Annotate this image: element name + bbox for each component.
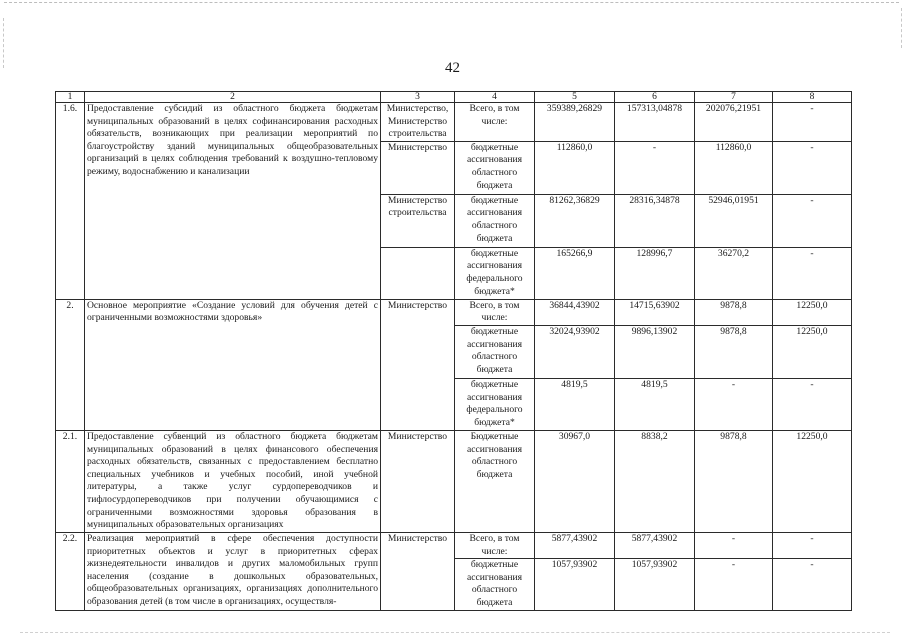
value-cell: 30967,0 [535,430,615,532]
value-cell: 12250,0 [773,325,852,378]
value-cell: - [695,532,773,558]
value-cell: - [773,559,852,610]
page-number: 42 [445,60,460,76]
executor-cell: Министерство строительства [381,194,455,247]
value-cell: 165266,9 [535,247,615,299]
value-cell: 5877,43902 [615,532,695,558]
row-number: 2. [56,299,85,430]
value-cell: 8838,2 [615,430,695,532]
executor-cell: Министерство [381,532,455,610]
value-cell: 9896,13902 [615,325,695,378]
column-header: 1 [56,92,85,103]
executor-cell: Министерство [381,141,455,194]
funding-source-cell: бюджетные ассигнования областного бюджета [455,325,535,378]
executor-cell: Министерство [381,430,455,532]
value-cell: - [773,532,852,558]
scan-edge-right [901,8,902,48]
program-table [55,91,852,611]
column-header: 7 [695,92,773,103]
executor-cell: Министерство [381,299,455,430]
activity-description: Основное мероприятие «Создание условий для обучения детей с ограниченными возможностями здоровья» [85,299,381,430]
value-cell: 5877,43902 [535,532,615,558]
value-cell: 12250,0 [773,430,852,532]
value-cell: 36270,2 [695,247,773,299]
value-cell: 4819,5 [615,378,695,430]
value-cell: - [773,378,852,430]
value-cell: 1057,93902 [535,559,615,610]
value-cell: - [773,247,852,299]
value-cell: 4819,5 [535,378,615,430]
value-cell: 157313,04878 [615,103,695,142]
value-cell: 52946,01951 [695,194,773,247]
value-cell: 9878,8 [695,325,773,378]
activity-description: Предоставление субвенций из областного бюджета бюджетам муниципальных образований в целях финансового обеспечения расходных обязательств, связанных с предоставлением бесплатно специальных учебников и учебных пособий, иной учебной литературы, а также услуг сурдопереводчиков и тифлосурдопереводчиков при получении обучающимися с ограниченными возможностями здоровья образования в муниципальных образовательных организациях [85,430,381,532]
value-cell: - [615,141,695,194]
executor-cell: Министерство, Министерство строительства [381,103,455,142]
table-row [56,532,852,558]
scan-edge-bottom [20,632,890,633]
funding-source-cell: Всего, в том числе: [455,103,535,142]
column-header: 2 [85,92,381,103]
value-cell: 12250,0 [773,299,852,325]
activity-description: Реализация мероприятий в сфере обеспечения доступности приоритетных объектов и услуг в приоритетных сферах жизнедеятельности инвалидов и других маломобильных групп населения (создание в дошкольных образовательных, общеобразовательных организациях, организациях дополнительного образования детей (в том числе в организациях, осуществля- [85,532,381,610]
funding-source-cell: бюджетные ассигнования областного бюджета [455,194,535,247]
funding-source-cell: бюджетные ассигнования областного бюджета [455,141,535,194]
value-cell: - [773,194,852,247]
scan-edge-top [4,2,899,21]
value-cell: - [773,103,852,142]
value-cell: 359389,26829 [535,103,615,142]
column-header: 4 [455,92,535,103]
value-cell: 112860,0 [535,141,615,194]
funding-source-cell: Всего, в том числе: [455,299,535,325]
value-cell: - [695,378,773,430]
value-cell: 9878,8 [695,430,773,532]
value-cell: - [695,559,773,610]
funding-source-cell: бюджетные ассигнования областного бюджета [455,559,535,610]
column-header: 8 [773,92,852,103]
value-cell: 1057,93902 [615,559,695,610]
value-cell: 112860,0 [695,141,773,194]
row-number: 1.6. [56,103,85,300]
funding-source-cell: бюджетные ассигнования федерального бюджета* [455,247,535,299]
value-cell: - [773,141,852,194]
row-number: 2.2. [56,532,85,610]
column-header: 3 [381,92,455,103]
table-row [56,430,852,532]
column-header: 6 [615,92,695,103]
value-cell: 9878,8 [695,299,773,325]
value-cell: 128996,7 [615,247,695,299]
funding-source-cell: бюджетные ассигнования федерального бюджета* [455,378,535,430]
value-cell: 202076,21951 [695,103,773,142]
value-cell: 81262,36829 [535,194,615,247]
funding-source-cell: Всего, в том числе: [455,532,535,558]
table-row [56,299,852,325]
table-row [56,103,852,142]
column-header: 5 [535,92,615,103]
value-cell: 14715,63902 [615,299,695,325]
row-number: 2.1. [56,430,85,532]
activity-description: Предоставление субсидий из областного бюджета бюджетам муниципальных образований в целях софинансирования расходных обязательств, возникающих при реализации мероприятий по благоустройству зданий муниципальных общеобразовательных организаций в целях соблюдения требований к воздушно-тепловому режиму, водоснабжению и канализации [85,103,381,300]
value-cell: 28316,34878 [615,194,695,247]
funding-source-cell: Бюджетные ассигнования областного бюджета [455,430,535,532]
value-cell: 32024,93902 [535,325,615,378]
value-cell: 36844,43902 [535,299,615,325]
executor-cell [381,247,455,299]
column-header-row [56,92,852,103]
